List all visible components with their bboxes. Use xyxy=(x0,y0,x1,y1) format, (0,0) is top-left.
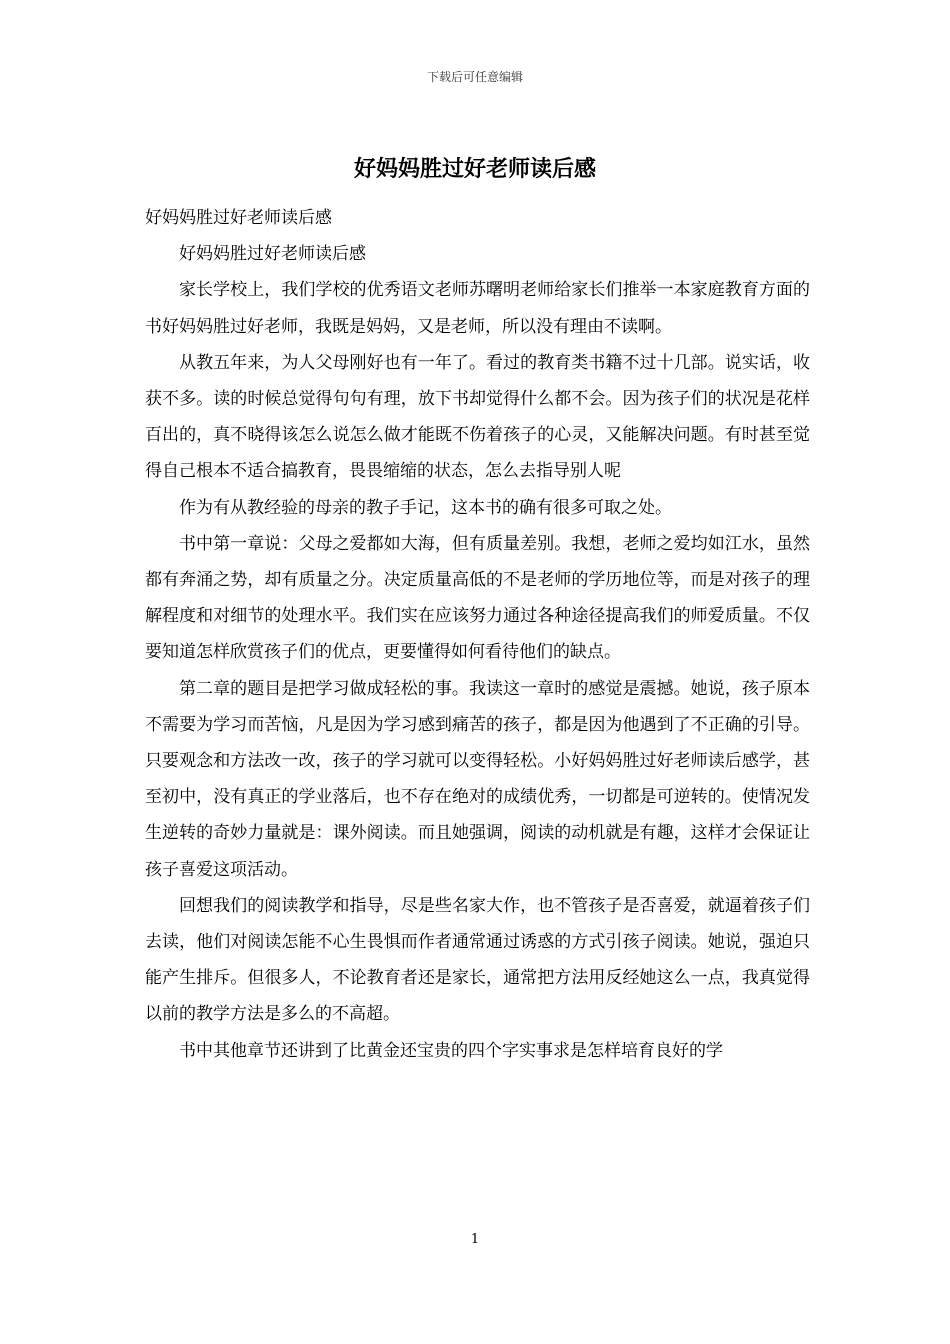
document-body xyxy=(145,200,810,1069)
paragraph: 好妈妈胜过好老师读后感 xyxy=(179,244,366,265)
paragraph: 作为有从教经验的母亲的教子手记，这本书的确有很多可取之处。 xyxy=(179,497,672,518)
paragraph: 家长学校上，我们学校的优秀语文老师苏曙明老师给家长们推举一本家庭教育方面的书好妈妈胜过好老师，我既是妈妈，又是老师，所以没有理由不读啊。 xyxy=(145,280,810,337)
paragraph: 第二章的题目是把学习做成轻松的事。我读这一章时的感觉是震撼。她说，孩子原本不需要为学习而苦恼，凡是因为学习感到痛苦的孩子，都是因为他遇到了不正确的引导。只要观念和方法改一改，孩子的学习就可以变得轻松。小好妈妈胜过好老师读后感学，甚至初中，没有真正的学业落后，也不存在绝对的成绩优秀，一切都是可逆转的。使情况发生逆转的奇妙力量就是：课外阅读。而且她强调，阅读的动机就是有趣，这样才会保证让孩子喜爱这项活动。 xyxy=(145,678,810,880)
page-number: 1 xyxy=(470,1232,480,1247)
subtitle-line: 好妈妈胜过好老师读后感 xyxy=(145,208,332,228)
page-header-note: 下载后可任意编辑 xyxy=(426,70,523,84)
document-title: 好妈妈胜过好老师读后感 xyxy=(353,156,596,182)
paragraph: 书中第一章说：父母之爱都如大海，但有质量差别。我想，老师之爱均如江水，虽然都有奔涌之势，却有质量之分。决定质量高低的不是老师的学历地位等，而是对孩子的理解程度和对细节的处理水平。我们实在应该努力通过各种途径提高我们的师爱质量。不仅要知道怎样欣赏孩子们的优点，更要懂得如何看待他们的缺点。 xyxy=(145,533,810,663)
paragraph: 书中其他章节还讲到了比黄金还宝贵的四个字实事求是怎样培育良好的学 xyxy=(179,1040,723,1061)
paragraph: 回想我们的阅读教学和指导，尽是些名家大作，也不管孩子是否喜爱，就逼着孩子们去读，他们对阅读怎能不心生畏惧而作者通常通过诱惑的方式引孩子阅读。她说，强迫只能产生排斥。但很多人，不论教育者还是家长，通常把方法用反经她这么一点，我真觉得以前的教学方法是多么的不高超。 xyxy=(145,895,810,1025)
paragraph: 从教五年来，为人父母刚好也有一年了。看过的教育类书籍不过十几部。说实话，收获不多。读的时候总觉得句句有理，放下书却觉得什么都不会。因为孩子们的状况是花样百出的，真不晓得该怎么说怎么做才能既不伤着孩子的心灵，又能解决问题。有时甚至觉得自己根本不适合搞教育，畏畏缩缩的状态，怎么去指导别人呢 xyxy=(145,352,810,482)
